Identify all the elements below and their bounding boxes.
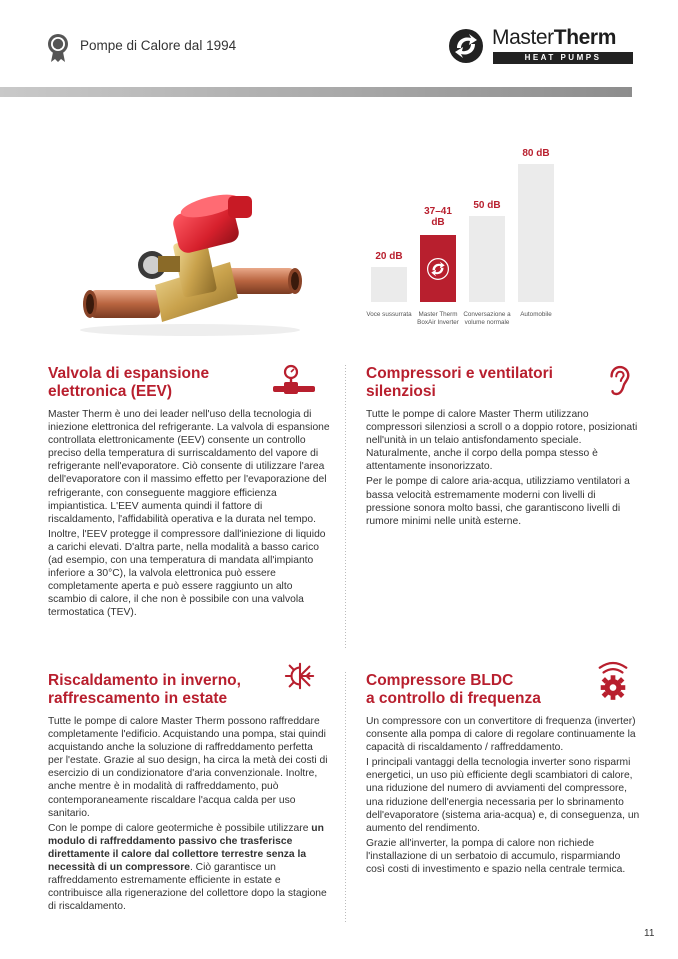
section-heating-title: Riscaldamento in inverno, raffrescamento in estate	[48, 672, 241, 707]
section-silent-title: Compressori e ventilatori silenziosi	[366, 365, 553, 400]
chart-data-label: 80 dB	[522, 148, 550, 159]
section-heating-body: Tutte le pompe di calore Master Therm possono raffreddare completamente l'edificio. Acquistando una pompa, stai quindi acquistando anche la soluzione di raffreddamento perfetta per l'estate. Grazie al suo design, ha circa la metà dei costi di esercizio di un condizionatore d'aria convenzionale. Inoltre, anche mentre è in modalità di raffreddamento, può contemporaneamente riscaldare l'acqua calda per uso sanitario. Con le pompe di calore geotermiche è possibile utilizzare un modulo di raffreddamento passivo che trasferisce direttamente il calore dal collettore terrestre senza la necessità di un compressore. Ciò garantisce un raffreddamento estremamente efficiente in estate e contribuisce alla rigenerazione del collettore dopo la stagione di riscaldamento.	[48, 716, 328, 913]
chart-data-label: 50 dB	[473, 200, 501, 211]
section-eev	[48, 365, 330, 622]
expansion-valve-icon	[272, 364, 316, 398]
company-logo	[448, 26, 634, 68]
chart-bar	[518, 164, 554, 302]
gear-signal-icon	[596, 659, 630, 701]
chart-category-label: Automobile	[520, 311, 552, 318]
column-divider	[345, 365, 346, 648]
section-bldc-title: Compressore BLDC a controllo di frequenza	[366, 672, 541, 707]
section-eev-title: Valvola di espansione elettronica (EEV)	[48, 365, 210, 400]
chart-bar	[371, 267, 407, 302]
logo-subtitle: HEAT PUMPS	[493, 52, 633, 64]
mastertherm-logo-icon	[427, 258, 449, 280]
chart-category-label: Conversazione a volume normale	[463, 311, 511, 326]
section-eev-body: Master Therm è uno dei leader nell'uso della tecnologia di iniezione elettronica del refrigerante. La valvola di espansione controllata elettronicamente (EEV) consente un controllo preciso della temperatura di surriscaldamento del vapore di refrigerante nell'evaporatore. Ciò consente di utilizzare l'area dell'evaporatore con il massimo effetto per l'evaporazione del refrigerante, con conseguente maggiore efficienza impiantistica. L'EEV aumenta quindi il fattore di riscaldamento, l'affidabilità operativa e la durata nel tempo. Inoltre, l'EEV protegge il compressore dall'iniezione di liquido a carichi elevati. D'altra parte, nella modalità a basso carico (ad esempio, con una temperatura di mandata all'impianto inferiore a 30°C), la valvola elettronica può essere completamente aperta e può essere raggiunto un alto scambio di calore, il che non è possibile con una valvola termostatica (TEV).	[48, 409, 330, 619]
expansion-valve-photo	[60, 190, 320, 340]
chart-data-label: 37–41 dB	[424, 206, 452, 228]
chart-bar	[469, 216, 505, 302]
chart-category-label: Master Therm BoxAir Inverter	[417, 311, 459, 326]
section-bldc	[366, 672, 642, 878]
section-silent-body: Tutte le pompe di calore Master Therm utilizzano compressori silenziosi a scroll o a doppio rotore, posizionati nell'unità in un telaio antisfondamento speciale. Naturalmente, anche il corpo della pompa stesso è attentamente insonorizzato. Per le pompe di calore aria-acqua, utilizziamo ventilatori a bassa velocità estremamente moderni con livelli di pressione sonora molto bassi, che garantiscono livelli di rumore minimi nelle unità esterne.	[366, 409, 638, 527]
logo-wordmark: MasterTherm	[492, 26, 616, 49]
chart-data-label: 20 dB	[375, 251, 403, 262]
page-number: 11	[644, 928, 655, 939]
mastertherm-logo-icon	[448, 28, 484, 64]
ear-icon	[606, 364, 632, 398]
section-heating	[48, 672, 330, 915]
noise-level-chart	[362, 140, 572, 340]
award-badge-icon	[46, 33, 70, 63]
chart-category-label: Voce sussurrata	[366, 311, 412, 318]
sun-snowflake-icon	[284, 660, 316, 692]
section-silent	[366, 365, 642, 530]
section-bldc-body: Un compressore con un convertitore di frequenza (inverter) consente alla pompa di calore di regolare continuamente la capacità di riscaldamento / raffreddamento. I principali vantaggi della tecnologia inverter sono risparmi energetici, un uso più efficiente degli scambiatori di calore, una riduzione del numero di avviamenti del compressore, una riduzione dell'energia necessaria per lo sbrinamento dell'evaporatore (sistema aria-acqua) e, di conseguenza, un aumento del rendimento. Grazie all'inverter, la pompa di calore non richiede l'installazione di un serbatoio di accumulo, risparmiando così costi di investimento e spazio nella centrale termica.	[366, 716, 640, 876]
page-header	[0, 0, 678, 90]
header-tagline: Pompe di Calore dal 1994	[80, 38, 237, 53]
header-divider-bar	[0, 87, 632, 97]
column-divider	[345, 672, 346, 922]
